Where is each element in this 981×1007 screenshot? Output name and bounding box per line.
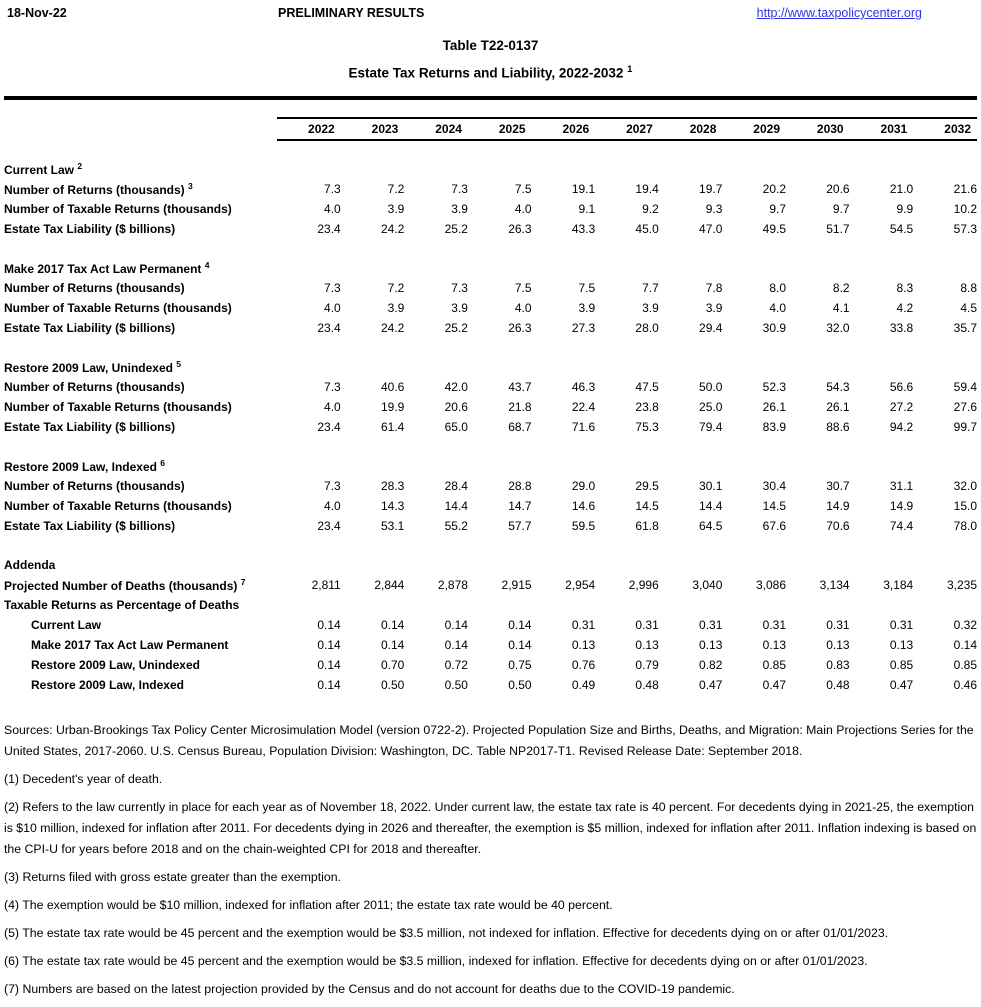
value-cell: 7.3 [324,181,341,196]
value-cell: 74.4 [889,518,914,533]
value-cell: 0.14 [380,637,405,652]
table-row [4,219,977,239]
value-cell: 26.3 [508,221,532,236]
value-cell: 47.0 [699,221,723,236]
year-header: 2022 [277,118,341,140]
value-cell: 2,878 [437,577,468,592]
table-body [4,140,977,695]
value-cell: 54.5 [889,221,914,236]
value-cell: 67.6 [762,518,786,533]
year-header-row [4,118,977,140]
value-cell: 0.50 [508,677,532,692]
row-label: Current Law [31,617,102,632]
value-cell: 28.3 [380,478,405,493]
value-cell: 22.4 [571,399,596,414]
section-heading-row [4,258,977,278]
footnote-ref: 7 [240,576,246,587]
value-cell: 4.0 [324,498,341,513]
section-heading: Addenda [4,557,56,572]
value-cell: 3,235 [946,577,977,592]
sources-note: Sources: Urban-Brookings Tax Policy Center Microsimulation Model (version 0722-2). Projected Population Size and Births, Deaths, and Migration: Main Projections Series for the United States, 2017-2060. U.S. Census Bureau, Population Division: Washington, DC. Table NP2017-T1. Revised Release Date: September 2018. [4,722,974,758]
year-header: 2029 [722,118,786,140]
value-cell: 7.5 [578,280,596,295]
value-cell: 23.4 [317,518,341,533]
value-cell: 33.8 [889,320,914,335]
row-label: Number of Returns (thousands) [4,280,185,295]
footnote: (7) Numbers are based on the latest projection provided by the Census and do not account for deaths due to the COVID-19 pandemic. [4,981,735,996]
value-cell: 4.1 [832,300,850,315]
value-cell: 3.9 [387,201,405,216]
footnote: (4) The exemption would be $10 million, indexed for inflation after 2011; the estate tax rate would be 40 percent. [4,897,613,912]
value-cell: 20.2 [762,181,786,196]
value-cell: 29.4 [699,320,723,335]
double-rule [4,96,977,100]
value-cell: 0.70 [380,657,405,672]
footnote-ref: 2 [77,160,83,171]
table-row [4,635,977,655]
footnotes [4,720,977,1000]
year-header: 2028 [659,118,723,140]
section-heading-row [4,456,977,476]
value-cell: 3,184 [883,577,914,592]
value-cell: 0.85 [762,657,786,672]
value-cell: 0.14 [317,637,341,652]
value-cell: 10.2 [953,201,977,216]
value-cell: 94.2 [889,419,914,434]
year-header: 2027 [595,118,659,140]
value-cell: 32.0 [953,478,977,493]
value-cell: 79.4 [699,419,723,434]
report-date: 18-Nov-22 [7,6,67,20]
year-header: 2025 [468,118,532,140]
table-row [4,179,977,199]
row-label: Number of Returns (thousands) $^3$ [4,180,193,197]
section-heading: Make 2017 Tax Act Law Permanent $^4$ [4,259,210,276]
value-cell: 9.7 [769,201,786,216]
value-cell: 28.8 [508,478,532,493]
value-cell: 0.50 [380,677,405,692]
table-row [4,417,977,437]
value-cell: 42.0 [444,379,468,394]
value-cell: 8.2 [832,280,850,295]
value-cell: 99.7 [953,419,977,434]
value-cell: 52.3 [762,379,786,394]
row-label: Restore 2009 Law, Unindexed [31,657,200,672]
value-cell: 68.7 [508,419,532,434]
value-cell: 0.47 [889,677,914,692]
value-cell: 7.7 [642,280,659,295]
value-cell: 23.4 [317,221,341,236]
value-cell: 57.7 [508,518,532,533]
value-cell [595,595,659,615]
value-cell: 32.0 [826,320,850,335]
value-cell: 45.0 [635,221,659,236]
section-heading-row [4,357,977,377]
value-cell: 9.2 [642,201,659,216]
value-cell: 25.2 [444,320,468,335]
row-label: Projected Number of Deaths (thousands) $^7$ [4,576,246,593]
footnote: (5) The estate tax rate would be 45 percent and the exemption would be $3.5 million, not indexed for inflation. Effective for decedents dying on or after 01/01/2023. [4,925,889,940]
value-cell: 4.0 [324,399,341,414]
value-cell: 24.2 [380,320,405,335]
value-cell: 14.9 [826,498,850,513]
table-row [4,675,977,695]
footnote-ref: 6 [160,457,166,468]
value-cell: 9.7 [832,201,850,216]
value-cell: 2,844 [374,577,405,592]
section-heading: Current Law $^2$ [4,160,83,177]
value-cell: 0.13 [889,637,914,652]
value-cell: 30.4 [762,478,786,493]
value-cell: 14.9 [889,498,914,513]
value-cell: 0.31 [571,617,596,632]
value-cell: 61.4 [380,419,405,434]
value-cell: 0.14 [380,617,405,632]
value-cell: 19.7 [699,181,723,196]
value-cell: 88.6 [826,419,850,434]
value-cell: 0.75 [508,657,532,672]
row-label: Number of Taxable Returns (thousands) [4,399,232,414]
value-cell: 47.5 [635,379,659,394]
value-cell: 21.0 [889,181,914,196]
value-cell: 65.0 [444,419,468,434]
row-label: Make 2017 Tax Act Law Permanent [31,637,229,652]
row-label: Estate Tax Liability ($ billions) [4,320,176,335]
value-cell: 26.1 [762,399,786,414]
value-cell: 14.7 [508,498,532,513]
value-cell: 0.14 [317,657,341,672]
value-cell: 0.50 [444,677,468,692]
subtitle-footnote-ref: 1 [627,64,633,75]
year-header: 2030 [786,118,850,140]
value-cell: 7.5 [514,280,532,295]
estate-tax-table [4,117,977,695]
value-cell: 3,086 [755,577,786,592]
value-cell: 14.4 [444,498,468,513]
value-cell: 30.9 [762,320,786,335]
value-cell: 49.5 [762,221,786,236]
value-cell: 23.4 [317,320,341,335]
value-cell: 0.49 [571,677,596,692]
spacer-row [4,239,977,258]
value-cell [659,595,723,615]
value-cell [277,595,341,615]
table-row [4,476,977,496]
value-cell [532,595,596,615]
value-cell: 19.9 [380,399,405,414]
top-header [4,0,977,20]
value-cell: 7.3 [451,181,468,196]
value-cell: 24.2 [380,221,405,236]
value-cell: 21.6 [953,181,977,196]
value-cell: 7.2 [387,280,405,295]
value-cell: 0.85 [889,657,914,672]
value-cell: 0.48 [826,677,850,692]
value-cell: 9.9 [896,201,914,216]
table-number-title: Table T22-0137 [442,38,539,53]
value-cell: 0.47 [762,677,786,692]
preliminary-results-label: PRELIMINARY RESULTS [278,6,425,20]
value-cell: 27.6 [953,399,977,414]
value-cell: 21.8 [508,399,532,414]
value-cell: 27.2 [889,399,914,414]
value-cell: 61.8 [635,518,659,533]
value-cell: 0.14 [317,617,341,632]
value-cell: 19.1 [571,181,596,196]
table-row [4,655,977,675]
value-cell: 7.3 [324,379,341,394]
value-cell: 14.6 [571,498,596,513]
value-cell: 28.0 [635,320,659,335]
title-block [4,38,977,81]
value-cell: 29.0 [571,478,596,493]
corner-cell [4,118,277,140]
value-cell: 9.3 [705,201,723,216]
value-cell: 0.13 [571,637,596,652]
value-cell: 46.3 [571,379,596,394]
footnote: (3) Returns filed with gross estate greater than the exemption. [4,869,341,884]
table-row [4,575,977,595]
value-cell: 59.5 [571,518,596,533]
footnote: (2) Refers to the law currently in place for each year as of November 18, 2022. Under current law, the estate tax rate is 40 percent. For decedents dying in 2021-25, the exemption is $10 million, indexed for inflation after 2011. For decedents dying in 2026 and thereafter, the exemption is $5 million, indexed for inflation after 2011. Inflation indexing is based on the CPI-U for years before 2018 and on the chain-weighted CPI for 2018 and thereafter. [4,799,977,856]
value-cell [850,595,914,615]
value-cell: 20.6 [444,399,468,414]
spacer-row [4,536,977,555]
value-cell: 7.5 [514,181,532,196]
value-cell: 20.6 [826,181,850,196]
row-label: Estate Tax Liability ($ billions) [4,419,176,434]
taxpolicycenter-link[interactable]: http://www.taxpolicycenter.org [756,6,922,20]
value-cell: 4.0 [769,300,786,315]
value-cell: 7.2 [387,181,405,196]
value-cell: 0.14 [444,617,468,632]
year-header: 2024 [404,118,468,140]
value-cell: 53.1 [380,518,405,533]
value-cell: 3.9 [451,201,468,216]
value-cell: 4.0 [324,201,341,216]
value-cell: 4.2 [896,300,914,315]
value-cell: 2,915 [501,577,532,592]
row-label: Estate Tax Liability ($ billions) [4,518,176,533]
spacer-row [4,140,977,159]
value-cell: 4.5 [960,300,977,315]
value-cell: 4.0 [514,201,532,216]
footnote: (6) The estate tax rate would be 45 percent and the exemption would be $3.5 million, indexed for inflation. Effective for decedents dying on or after 01/01/2023. [4,953,868,968]
table-row [4,278,977,298]
table-row [4,516,977,536]
value-cell: 3.9 [642,300,659,315]
table-subtitle-text: Estate Tax Returns and Liability, 2022-2032 [348,65,624,81]
value-cell: 7.3 [324,280,341,295]
year-header: 2026 [532,118,596,140]
table-row [4,496,977,516]
value-cell: 0.13 [826,637,850,652]
value-cell: 7.3 [451,280,468,295]
value-cell: 0.14 [444,637,468,652]
value-cell: 0.31 [826,617,850,632]
value-cell: 0.13 [635,637,659,652]
value-cell: 27.3 [571,320,596,335]
value-cell: 40.6 [380,379,405,394]
value-cell: 0.47 [699,677,723,692]
value-cell [404,595,468,615]
value-cell: 0.14 [508,637,532,652]
footnote-ref: 5 [176,358,182,369]
value-cell: 29.5 [635,478,659,493]
value-cell: 0.48 [635,677,659,692]
value-cell: 14.3 [380,498,405,513]
row-label: Taxable Returns as Percentage of Deaths [4,597,240,612]
spacer-row [4,437,977,456]
value-cell: 71.6 [571,419,596,434]
value-cell: 2,996 [628,577,659,592]
section-heading: Restore 2009 Law, Indexed $^6$ [4,457,166,474]
value-cell: 14.4 [699,498,723,513]
table-row [4,377,977,397]
spacer-row [4,338,977,357]
value-cell: 30.7 [826,478,850,493]
value-cell: 0.83 [826,657,850,672]
value-cell: 59.4 [953,379,977,394]
row-label: Number of Returns (thousands) [4,379,185,394]
value-cell [913,595,977,615]
value-cell: 28.4 [444,478,468,493]
row-label: Estate Tax Liability ($ billions) [4,221,176,236]
value-cell: 0.31 [889,617,914,632]
value-cell: 0.72 [444,657,468,672]
row-label: Number of Taxable Returns (thousands) [4,498,232,513]
section-heading-row [4,555,977,575]
value-cell: 0.31 [635,617,659,632]
table-row [4,199,977,219]
table-subtitle [4,64,977,81]
value-cell: 50.0 [699,379,723,394]
value-cell: 15.0 [953,498,977,513]
value-cell: 7.3 [324,478,341,493]
value-cell: 23.8 [635,399,659,414]
value-cell: 14.5 [762,498,786,513]
value-cell: 8.3 [896,280,914,295]
value-cell: 43.3 [571,221,596,236]
year-header: 2032 [913,118,977,140]
value-cell: 19.4 [635,181,659,196]
value-cell [341,595,405,615]
value-cell: 4.0 [324,300,341,315]
value-cell: 78.0 [953,518,977,533]
value-cell: 0.13 [762,637,786,652]
value-cell: 8.8 [960,280,977,295]
value-cell: 64.5 [699,518,723,533]
value-cell: 57.3 [953,221,977,236]
value-cell: 43.7 [508,379,532,394]
value-cell: 55.2 [444,518,468,533]
value-cell: 0.79 [635,657,659,672]
table-row [4,615,977,635]
value-cell: 3,134 [819,577,850,592]
row-label: Number of Returns (thousands) [4,478,185,493]
footnote: (1) Decedent's year of death. [4,771,163,786]
value-cell: 0.31 [762,617,786,632]
value-cell: 83.9 [762,419,786,434]
value-cell [468,595,532,615]
value-cell: 3,040 [692,577,723,592]
value-cell: 3.9 [578,300,596,315]
value-cell: 26.3 [508,320,532,335]
value-cell: 75.3 [635,419,659,434]
value-cell: 51.7 [826,221,850,236]
value-cell: 56.6 [889,379,914,394]
value-cell: 4.0 [514,300,532,315]
value-cell: 2,811 [311,577,341,592]
value-cell: 54.3 [826,379,850,394]
value-cell [722,595,786,615]
value-cell: 0.14 [317,677,341,692]
value-cell: 14.5 [635,498,659,513]
value-cell: 0.13 [699,637,723,652]
value-cell: 35.7 [953,320,977,335]
value-cell: 0.32 [953,617,977,632]
value-cell: 26.1 [826,399,850,414]
value-cell: 31.1 [889,478,914,493]
year-header: 2023 [341,118,405,140]
value-cell: 25.0 [699,399,723,414]
section-heading-row [4,159,977,179]
value-cell: 3.9 [705,300,723,315]
value-cell: 0.76 [571,657,596,672]
value-cell: 30.1 [699,478,723,493]
value-cell: 8.0 [769,280,786,295]
section-heading: Restore 2009 Law, Unindexed $^5$ [4,358,182,375]
value-cell: 3.9 [387,300,405,315]
value-cell: 9.1 [578,201,596,216]
footnote-ref: 4 [204,259,210,270]
value-cell: 0.31 [699,617,723,632]
value-cell: 0.14 [953,637,977,652]
value-cell [786,595,850,615]
value-cell: 7.8 [705,280,723,295]
value-cell: 0.46 [953,677,977,692]
year-header: 2031 [850,118,914,140]
footnote-ref: 3 [188,180,193,191]
value-cell: 23.4 [317,419,341,434]
value-cell: 70.6 [826,518,850,533]
table-row [4,318,977,338]
table-row [4,595,977,615]
value-cell: 0.85 [953,657,977,672]
value-cell: 0.82 [699,657,723,672]
row-label: Number of Taxable Returns (thousands) [4,201,232,216]
value-cell: 2,954 [565,577,596,592]
value-cell: 0.14 [508,617,532,632]
table-row [4,298,977,318]
row-label: Number of Taxable Returns (thousands) [4,300,232,315]
value-cell: 3.9 [451,300,468,315]
row-label: Restore 2009 Law, Indexed [31,677,184,692]
value-cell: 25.2 [444,221,468,236]
table-row [4,397,977,417]
